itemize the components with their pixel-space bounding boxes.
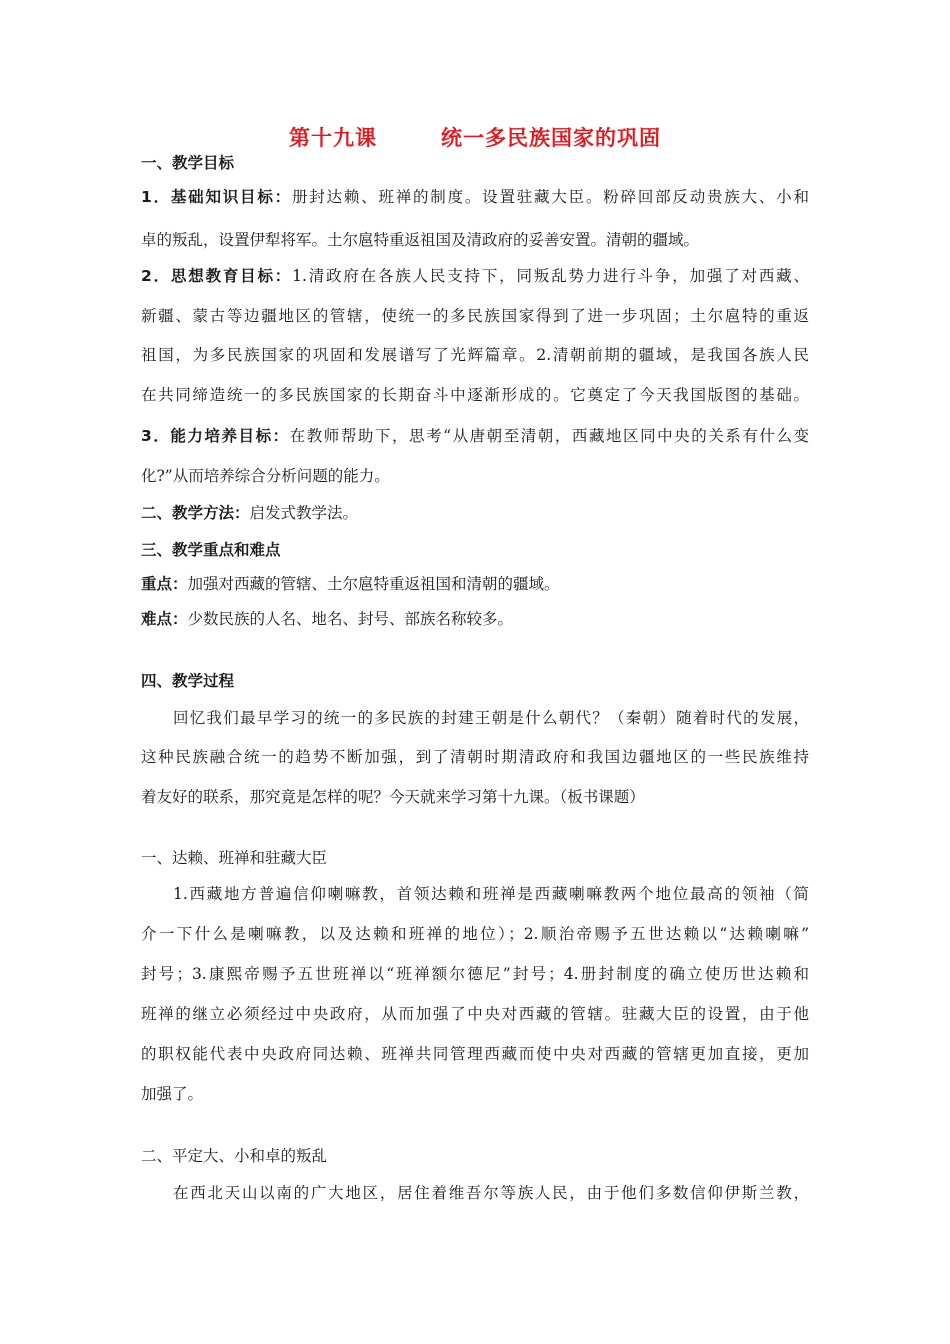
objective-1-line-2: 卓的叛乱，设置伊犁将军。土尔扈特重返祖国及清政府的妥善安置。清朝的疆域。 xyxy=(141,231,700,249)
objective-2-text: 1.清政府在各族人民支持下，同叛乱势力进行斗争，加强了对西藏、 xyxy=(292,267,809,285)
key-point-text: 加强对西藏的管辖、土尔扈特重返祖国和清朝的疆域。 xyxy=(187,575,560,593)
part-1-line-1: 1.西藏地方普遍信仰喇嘛教，首领达赖和班禅是西藏喇嘛教两个地位最高的领袖（简 xyxy=(173,885,809,903)
objective-1-label: 1．基础知识目标： xyxy=(141,188,292,206)
page-title xyxy=(0,122,950,152)
intro-line-2: 这种民族融合统一的趋势不断加强，到了清朝时期清政府和我国边疆地区的一些民族维持 xyxy=(141,748,809,766)
objectives-heading: 一、教学目标 xyxy=(141,154,235,172)
part-1-line-5: 的职权能代表中央政府同达赖、班禅共同管理西藏而使中央对西藏的管辖更加直接，更加 xyxy=(141,1045,809,1063)
part-2-line-1: 在西北天山以南的广大地区，居住着维吾尔等族人民，由于他们多数信仰伊斯兰教， xyxy=(173,1184,809,1202)
objective-3-line-1 xyxy=(141,426,809,446)
part-1-line-2: 介一下什么是喇嘛教，以及达赖和班禅的地位）；2.顺治帝赐予五世达赖以“达赖喇嘛” xyxy=(141,925,809,943)
objective-3-label: 3．能力培养目标： xyxy=(141,427,290,445)
lesson-number: 第十九课 xyxy=(289,126,377,150)
objective-1-text: 册封达赖、班禅的制度。设置驻藏大臣。粉碎回部反动贵族大、小和 xyxy=(291,188,809,206)
objective-3-text: 在教师帮助下，思考“从唐朝至清朝，西藏地区同中央的关系有什么变 xyxy=(289,427,809,445)
objective-2-line-1 xyxy=(141,266,809,286)
part-1-heading: 一、达赖、班禅和驻藏大臣 xyxy=(141,849,328,867)
part-1-line-3: 封号；3.康熙帝赐予五世班禅以“班禅额尔德尼”封号；4.册封制度的确立使历世达赖和 xyxy=(141,965,809,983)
intro-line-3: 着友好的联系，那究竟是怎样的呢？今天就来学习第十九课。（板书课题） xyxy=(141,788,645,806)
objective-2-line-3: 祖国，为多民族国家的巩固和发展谱写了光辉篇章。2.清朝前期的疆域，是我国各族人民 xyxy=(141,346,809,364)
part-1-line-4: 班禅的继立必须经过中央政府，从而加强了中央对西藏的管辖。驻藏大臣的设置，由于他 xyxy=(141,1005,809,1023)
method-line xyxy=(141,503,358,523)
objective-2-line-4: 在共同缔造统一的多民族国家的长期奋斗中逐渐形成的。它奠定了今天我国版图的基础。 xyxy=(141,386,809,404)
keypoints-heading: 三、教学重点和难点 xyxy=(141,541,281,559)
objective-2-label: 2．思想教育目标： xyxy=(141,267,293,285)
part-1-line-6: 加强了。 xyxy=(141,1085,204,1103)
difficulty-text: 少数民族的人名、地名、封号、部族名称较多。 xyxy=(187,610,514,628)
difficulty-line xyxy=(141,609,513,629)
objective-1-line-1 xyxy=(141,187,809,207)
lesson-topic: 统一多民族国家的巩固 xyxy=(441,126,661,150)
process-heading: 四、教学过程 xyxy=(141,672,235,690)
intro-line-1: 回忆我们最早学习的统一的多民族的封建王朝是什么朝代？（秦朝）随着时代的发展， xyxy=(173,709,809,727)
objective-3-line-2: 化?”从而培养综合分析问题的能力。 xyxy=(141,467,390,485)
difficulty-label: 难点： xyxy=(141,610,188,628)
method-label: 二、教学方法： xyxy=(141,504,250,522)
objective-2-line-2: 新疆、蒙古等边疆地区的管辖，使统一的多民族国家得到了进一步巩固；土尔扈特的重返 xyxy=(141,307,809,325)
key-point-label: 重点： xyxy=(141,575,188,593)
key-point-line xyxy=(141,574,560,594)
method-text: 启发式教学法。 xyxy=(249,504,359,522)
part-2-heading: 二、平定大、小和卓的叛乱 xyxy=(141,1147,328,1165)
